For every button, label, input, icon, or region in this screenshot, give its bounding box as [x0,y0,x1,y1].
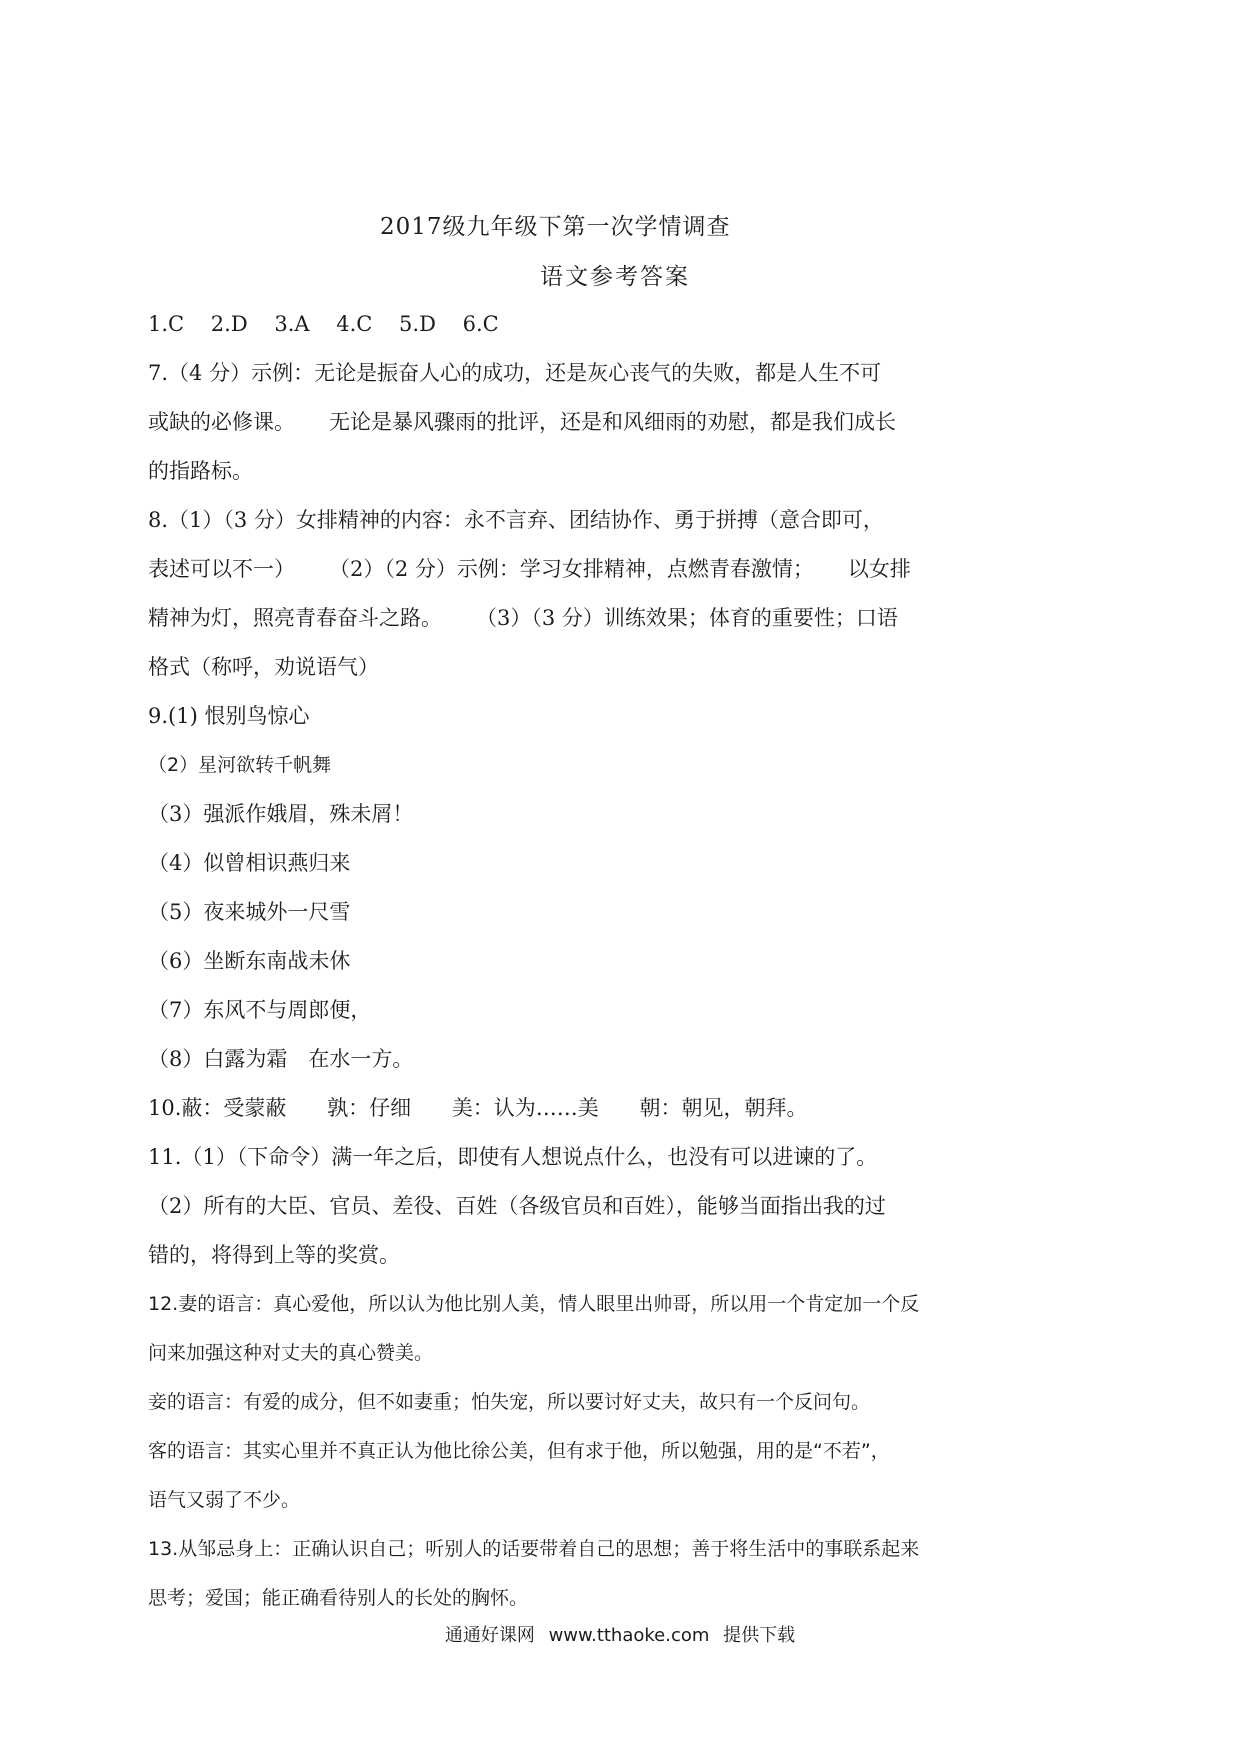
footer-url: www.tthaoke.com [548,1625,710,1646]
q7-line: 7.（4 分）示例：无论是振奋人心的成功，还是灰心丧气的失败，都是人生不可 [148,361,882,385]
q9-line: （2）星河欲转千帆舞 [148,754,332,776]
q7-line [148,398,1028,447]
page-footer [0,1621,1240,1647]
q12-line: 客的语言：其实心里并不真正认为他比徐公美，但有求于他，所以勉强，用的是“不若”， [148,1440,890,1462]
footer-note: 提供下载 [723,1625,796,1646]
q8-segment: 精神为灯，照亮青春奋斗之路。 [148,606,442,630]
q8-line: 格式（称呼，劝说语气） [148,655,379,679]
document-title: 2017级九年级下第一次学情调查 [380,214,731,240]
q12-line: 妾的语言：有爱的成分，但不如妻重；怕失宠，所以要讨好丈夫，故只有一个反问句。 [148,1391,871,1413]
q13-line: 13.从邹忌身上：正确认识自己；听别人的话要带着自己的思想；善于将生活中的事联系起来 [148,1538,920,1560]
q8-line [148,594,1028,643]
q8-segment: （2）（2 分）示例：学习女排精神，点燃青春激情； [329,557,814,581]
q13-line: 思考；爱国；能正确看待别人的长处的胸怀。 [148,1587,529,1609]
mc-answer: 2.D [210,312,248,336]
q8-line [148,545,1028,594]
q8-segment: （3）（3 分）训练效果；体育的重要性；口语 [476,606,898,630]
q9-line: （8）白露为霜 在水一方。 [148,1047,414,1071]
q9-line: （7）东风不与周郎便， [148,998,372,1022]
q10-item: 朝：朝见，朝拜。 [639,1096,808,1120]
q7-segment: 无论是暴风骤雨的批评，还是和风细雨的劝慰，都是我们成长 [329,410,896,434]
q8-line: 8.（1）（3 分）女排精神的内容：永不言弃、团结协作、勇于拼搏（意合即可， [148,508,884,532]
q8-segment: 以女排 [847,557,911,581]
q7-line: 的指路标。 [148,459,253,483]
q12-line: 问来加强这种对丈夫的真心赞美。 [148,1342,434,1364]
q11-line: 错的，将得到上等的奖赏。 [148,1243,400,1267]
q10-item: 10.蔽：受蒙蔽 [148,1096,287,1120]
q9-line: 9.(1) 恨别鸟惊心 [148,704,310,728]
q8-segment: 表述可以不一） [148,557,295,581]
answer-body [148,300,1028,1623]
mc-answers [148,300,1028,349]
mc-answer: 5.D [399,312,436,336]
q9-line: （6）坐断东南战未休 [148,949,351,973]
mc-answer: 6.C [462,312,499,336]
q12-line: 12.妻的语言：真心爱他，所以认为他比别人美，情人眼里出帅哥，所以用一个肯定加一个反 [148,1293,920,1315]
q10-item: 孰：仔细 [327,1096,412,1120]
q9-line: （4）似曾相识燕归来 [148,851,351,875]
q11-line: 11.（1）（下命令）满一年之后，即使有人想说点什么，也没有可以进谏的了。 [148,1145,878,1169]
q7-segment: 或缺的必修课。 [148,410,295,434]
footer-site-name: 通通好课网 [444,1625,535,1646]
q10-item: 美：认为……美 [451,1096,599,1120]
document-subtitle: 语文参考答案 [540,264,690,290]
q9-line: （3）强派作娥眉，殊未屑！ [148,802,414,826]
mc-answer: 1.C [148,312,185,336]
q12-line: 语气又弱了不少。 [148,1489,301,1511]
mc-answer: 4.C [336,312,373,336]
q11-line: （2）所有的大臣、官员、差役、百姓（各级官员和百姓），能够当面指出我的过 [148,1194,886,1218]
mc-answer: 3.A [274,312,310,336]
q9-line: （5）夜来城外一尺雪 [148,900,351,924]
q10-line [148,1084,1028,1133]
